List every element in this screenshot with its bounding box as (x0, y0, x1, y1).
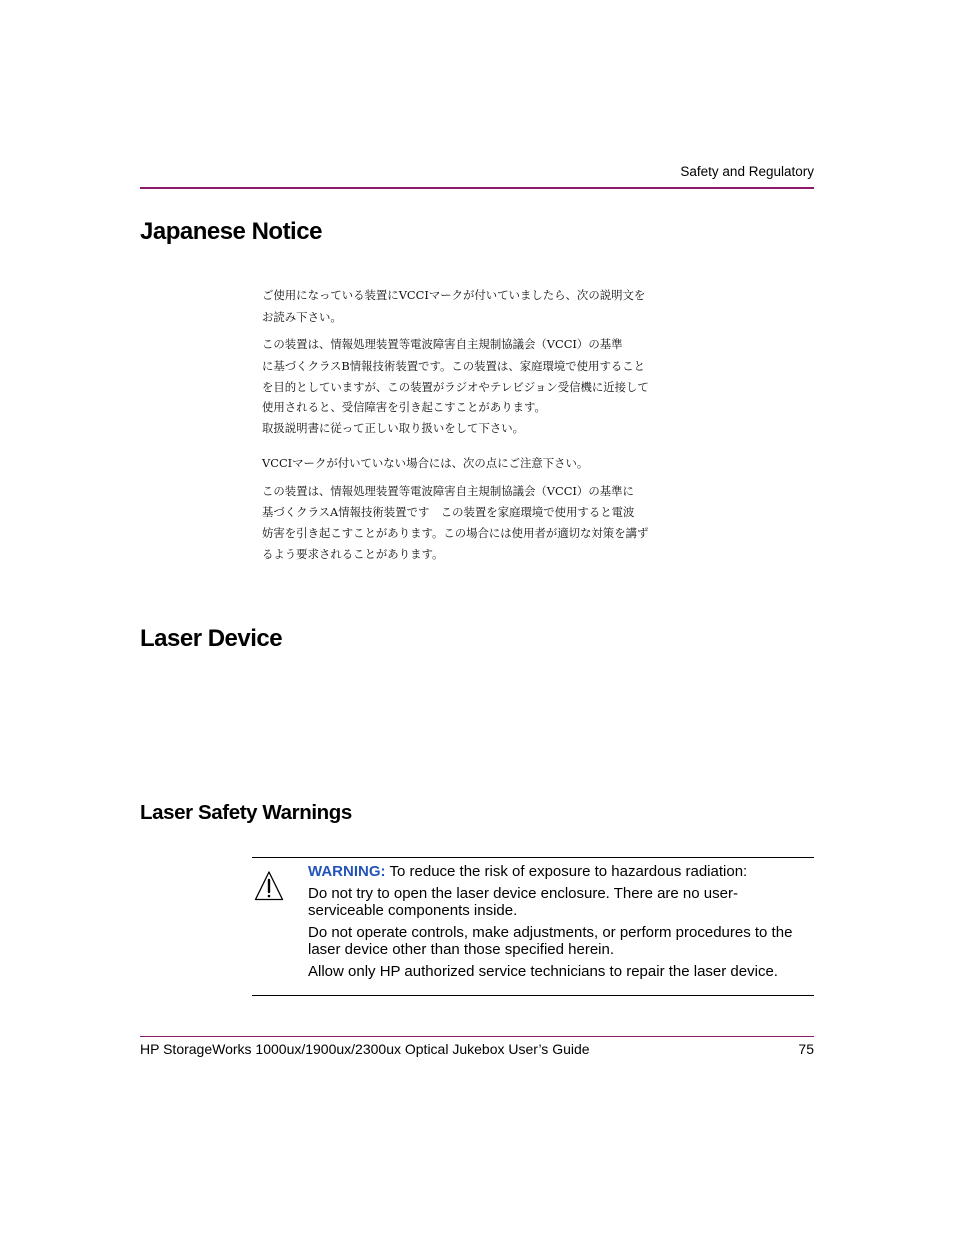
warning-box (252, 857, 814, 996)
jp-line-2: お読み下さい。 (262, 310, 342, 324)
footer-document-title: HP StorageWorks 1000ux/1900ux/2300ux Optical Jukebox User’s Guide (140, 1041, 590, 1057)
laser-device-heading: Laser Device (140, 625, 283, 652)
warning-lead (308, 863, 812, 880)
warning-triangle-icon (254, 869, 284, 903)
jp-line-1: ご使用になっている装置にVCCIマークが付いていましたら、次の説明文を (262, 288, 646, 302)
jp-line-3: この装置は、情報処理装置等電波障害自主規制協議会（VCCI）の基準 (262, 337, 623, 351)
jp-line-6: 使用されると、受信障害を引き起こすことがあります。 (262, 400, 546, 414)
japanese-vcci-statement (262, 287, 742, 567)
jp-line-11: 妨害を引き起こすことがあります。この場合には使用者が適切な対策を講ず (262, 526, 649, 540)
jp-line-8: VCCIマークが付いていない場合には、次の点にご注意下さい。 (262, 456, 589, 470)
laser-safety-warnings-heading: Laser Safety Warnings (140, 801, 352, 824)
jp-line-10: 基づくクラスA情報技術装置です この装置を家庭環境で使用すると電波 (262, 505, 635, 519)
jp-line-7: 取扱説明書に従って正しい取り扱いをして下さい。 (262, 421, 524, 435)
warning-item-service: Allow only HP authorized service technicians to repair the laser device. (308, 963, 778, 980)
warning-label: WARNING: (308, 863, 386, 880)
warning-lead-text: To reduce the risk of exposure to hazardous radiation: (389, 863, 748, 880)
japanese-notice-heading: Japanese Notice (140, 218, 322, 245)
header-section-name: Safety and Regulatory (680, 164, 814, 179)
running-footer (140, 1036, 814, 1057)
jp-line-9: この装置は、情報処理装置等電波障害自主規制協議会（VCCI）の基準に (262, 484, 634, 498)
running-header (140, 163, 814, 189)
warning-item-controls: Do not operate controls, make adjustments, or perform procedures to the laser device other than those specified herein. (308, 924, 793, 958)
footer-page-number: 75 (798, 1041, 814, 1057)
jp-line-5: を目的としていますが、この装置がラジオやテレビジョン受信機に近接して (262, 380, 649, 394)
jp-line-12: るよう要求されることがあります。 (262, 547, 444, 561)
warning-item-enclosure: Do not try to open the laser device enclosure. There are no user-serviceable components inside. (308, 885, 738, 919)
jp-line-4: に基づくクラスB情報技術装置です。この装置は、家庭環境で使用すること (262, 359, 646, 373)
warning-text (308, 863, 812, 985)
